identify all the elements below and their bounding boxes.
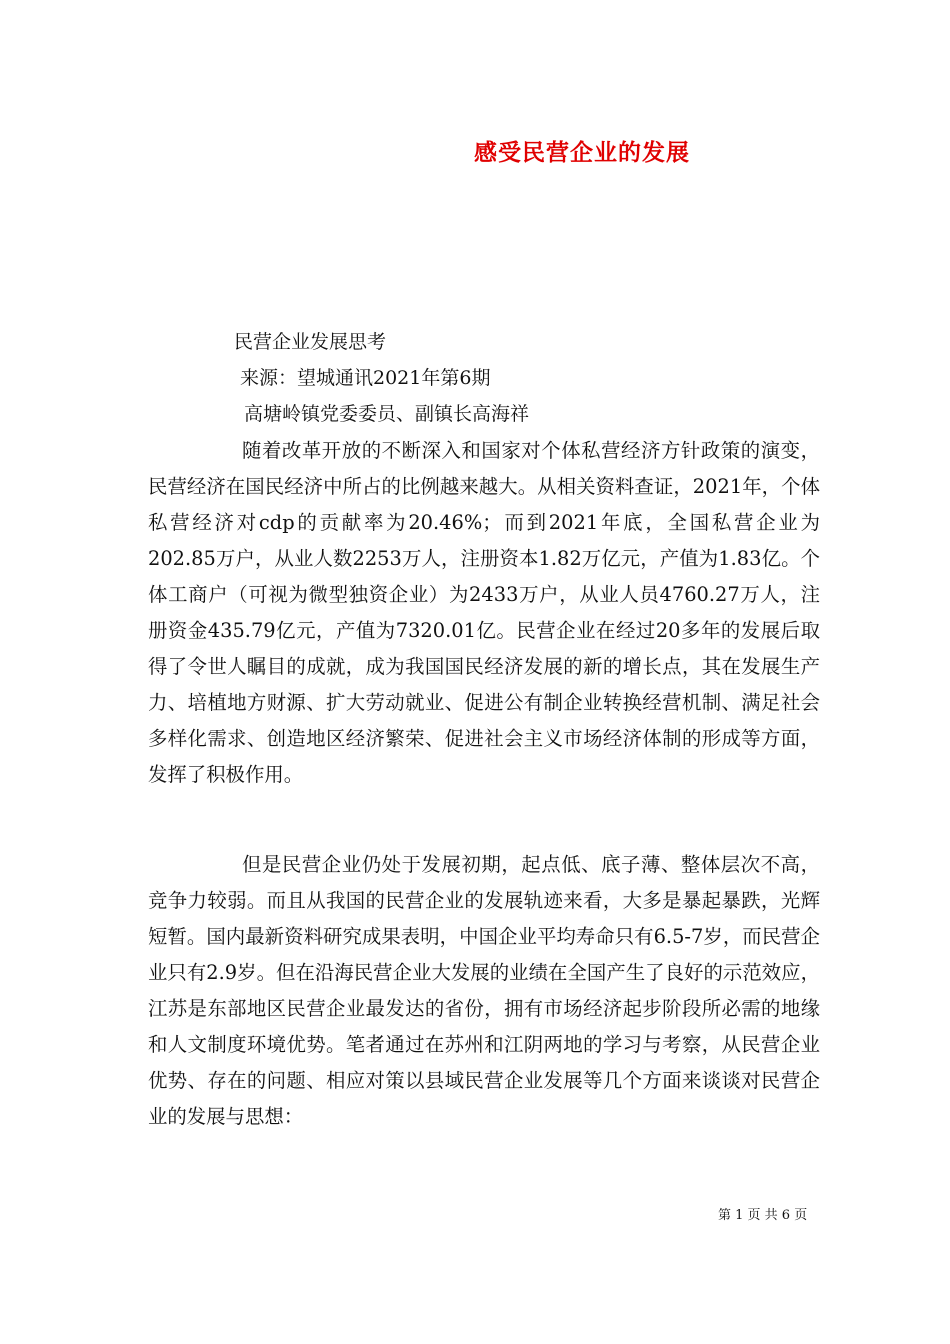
article-source: 来源：望城通讯2021年第6期 (240, 367, 491, 389)
body-paragraph-1: 随着改革开放的不断深入和国家对个体私营经济方针政策的演变，民营经济在国民经济中所占的比例越来越大。从相关资料查证，2021年，个体私营经济对cdp的贡献率为20.46%；而到2021年底，全国私营企业为202.85万户，从业人数2253万人，注册资本1.82万亿元，产值为1.83亿。个体工商户（可视为微型独资企业）为2433万户，从业人员4760.27万人，注册资金435.79亿元，产值为7320.01亿。民营企业在经过20多年的发展后取得了令世人瞩目的成就，成为我国国民经济发展的新的增长点，其在发展生产力、培植地方财源、扩大劳动就业、促进公有制企业转换经营机制、满足社会多样化需求、创造地区经济繁荣、促进社会主义市场经济体制的形成等方面，发挥了积极作用。 (148, 439, 820, 786)
article-heading: 民营企业发展思考 (234, 331, 387, 353)
body-paragraph-2: 但是民营企业仍处于发展初期，起点低、底子薄、整体层次不高，竞争力较弱。而且从我国的民营企业的发展轨迹来看，大多是暴起暴跌，光辉短暂。国内最新资料研究成果表明，中国企业平均寿命只有6.5-7岁，而民营企业只有2.9岁。但在沿海民营企业大发展的业绩在全国产生了良好的示范效应，江苏是东部地区民营企业最发达的省份，拥有市场经济起步阶段所必需的地缘和人文制度环境优势。笔者通过在苏州和江阴两地的学习与考察，从民营企业优势、存在的问题、相应对策以县域民营企业发展等几个方面来谈谈对民营企业的发展与思想： (148, 853, 820, 1128)
page-footer: 第 1 页 共 6 页 (718, 1208, 808, 1223)
document-title: 感受民营企业的发展 (474, 139, 690, 166)
article-author: 高塘岭镇党委委员、副镇长高海祥 (244, 403, 530, 425)
